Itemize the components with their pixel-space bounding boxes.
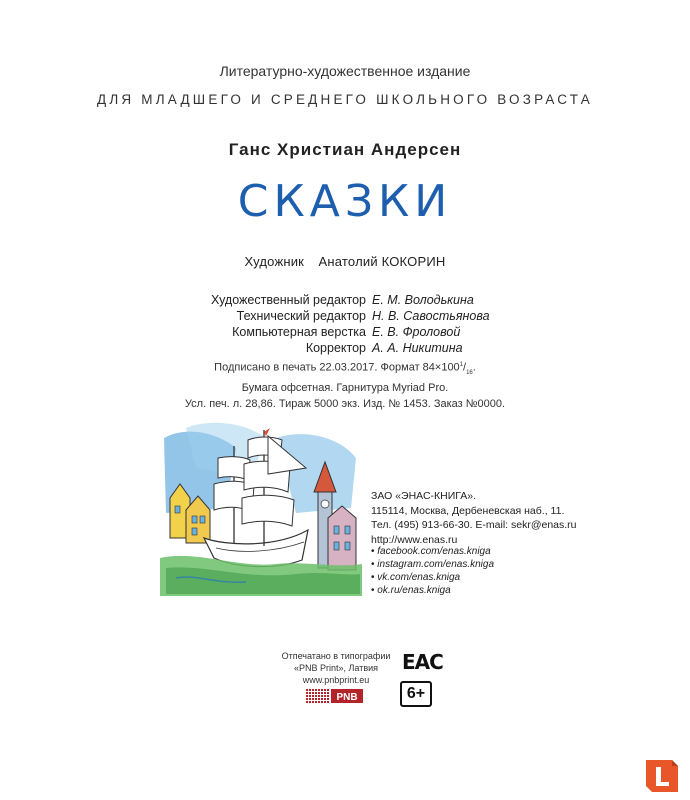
social-link[interactable]: • instagram.com/enas.kniga bbox=[371, 558, 494, 571]
author-name: Ганс Христиан Андерсен bbox=[228, 140, 462, 159]
edition-type: Литературно-художественное издание bbox=[219, 63, 471, 79]
format-numerator: 1 bbox=[459, 362, 464, 368]
format-denominator: 16 bbox=[466, 369, 473, 376]
print-signed-line: Подписано в печать 22.03.2017. Формат $84\times 100^1/_{16}$. bbox=[214, 361, 476, 376]
publisher-contacts: Тел. (495) 913-66-30. E-mail: sekr@enas.ru bbox=[371, 519, 577, 531]
credit-name: Н. В. Савостьянова bbox=[372, 309, 490, 323]
illustrator-line bbox=[0, 254, 690, 269]
age-rating-badge: 6+ bbox=[400, 681, 432, 707]
print-info bbox=[0, 358, 690, 412]
pnb-print-logo bbox=[306, 687, 366, 707]
credit-name: Е. М. Володькина bbox=[372, 293, 474, 307]
publisher-block bbox=[371, 489, 671, 547]
social-link[interactable]: • ok.ru/enas.kniga bbox=[371, 584, 494, 597]
publisher-address: 115114, Москва, Дербеневская наб., 11. bbox=[371, 504, 565, 517]
print-signed: Подписано в печать 22.03.2017. Формат 84×100 bbox=[214, 361, 460, 374]
printer-info bbox=[246, 650, 426, 686]
print-paper: Бумага офсетная. Гарнитура Myriad Pro. bbox=[241, 382, 449, 395]
pnb-logo-text: PNB bbox=[336, 692, 358, 703]
social-links bbox=[371, 545, 494, 597]
ship-town-illustration bbox=[156, 418, 366, 600]
publisher-logo-icon bbox=[644, 758, 680, 794]
credit-name: А. А. Никитина bbox=[372, 341, 463, 355]
illustrator-name: Анатолий КОКОРИН bbox=[318, 254, 446, 269]
publisher-website[interactable]: http://www.enas.ru bbox=[371, 533, 458, 546]
credit-name: Е. В. Фроловой bbox=[372, 325, 461, 339]
credit-role: Технический редактор bbox=[236, 309, 366, 323]
social-link[interactable]: • vk.com/enas.kniga bbox=[371, 571, 494, 584]
credit-row bbox=[0, 340, 690, 356]
social-link[interactable]: • facebook.com/enas.kniga bbox=[371, 545, 494, 558]
credit-role: Корректор bbox=[305, 341, 366, 355]
credit-row bbox=[0, 324, 690, 340]
credit-row bbox=[0, 308, 690, 324]
book-title: СКАЗКИ bbox=[237, 176, 453, 227]
credit-role: Компьютерная верстка bbox=[232, 325, 366, 339]
printer-line-2: «PNB Print», Латвия bbox=[293, 663, 379, 673]
credit-row bbox=[0, 292, 690, 308]
print-volume: Усл. печ. л. 28,86. Тираж 5000 экз. Изд. № 1453. Заказ №0000. bbox=[184, 397, 506, 410]
credits-block bbox=[0, 292, 690, 356]
publisher-name: ЗАО «ЭНАС-КНИГА». bbox=[371, 490, 477, 502]
eac-mark: ЕАС bbox=[402, 650, 443, 674]
illustrator-role: Художник bbox=[244, 254, 305, 269]
printer-line-1: Отпечатано в типографии bbox=[281, 651, 391, 661]
audience-line: ДЛЯ МЛАДШЕГО И СРЕДНЕГО ШКОЛЬНОГО ВОЗРАСТА bbox=[96, 92, 594, 107]
credit-role: Художественный редактор bbox=[211, 293, 366, 307]
printer-website: www.pnbprint.eu bbox=[302, 675, 370, 685]
